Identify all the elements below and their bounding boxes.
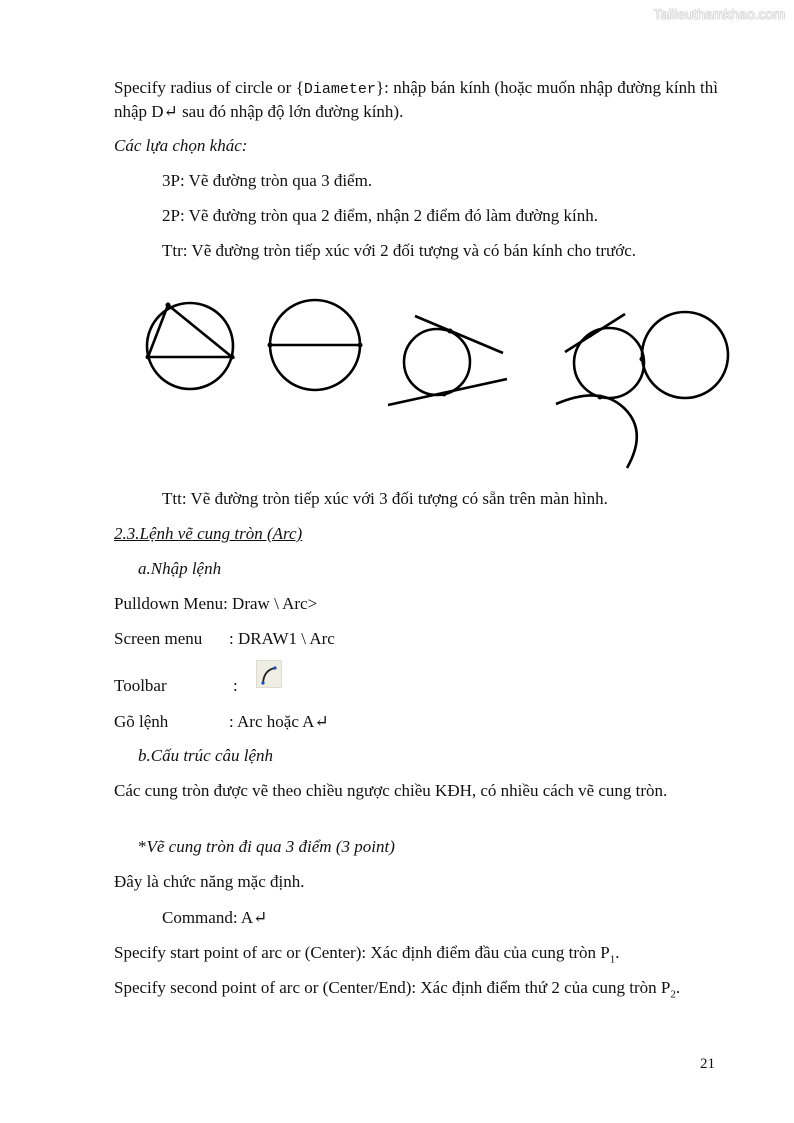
option-2p: 2P: Vẽ đường tròn qua 2 điểm, nhận 2 điểm đó làm đường kính. bbox=[162, 206, 599, 225]
default-note: Đây là chức năng mặc định. bbox=[114, 872, 305, 891]
arc-intro: Các cung tròn được vẽ theo chiều ngược chiều KĐH, có nhiều cách vẽ cung tròn. bbox=[114, 781, 668, 800]
start-point-end: . bbox=[615, 943, 620, 962]
screen-menu-value: : DRAW1 \ Arc bbox=[229, 629, 335, 648]
circle-2p-diagram bbox=[270, 300, 360, 390]
triangle-3p bbox=[148, 305, 232, 357]
circle-methods-figure bbox=[130, 290, 740, 475]
circle-ttr bbox=[404, 329, 470, 395]
arc-tool-button[interactable] bbox=[256, 660, 282, 688]
circle-ttt-diagram bbox=[556, 312, 728, 468]
command-value: : Arc hoặc A↵ bbox=[229, 712, 329, 731]
tangent-line-ttt bbox=[565, 314, 625, 352]
option-ttt: Ttt: Vẽ đường tròn tiếp xúc với 3 đối tượng có sẵn trên màn hình. bbox=[162, 489, 608, 508]
start-point-line bbox=[114, 942, 718, 970]
toolbar-label: Toolbar bbox=[114, 676, 167, 695]
arc-icon bbox=[257, 661, 281, 687]
circle-3p-diagram bbox=[147, 303, 233, 389]
subsection-a: a.Nhập lệnh bbox=[138, 559, 222, 578]
pulldown-menu-line: Pulldown Menu: Draw \ Arc> bbox=[114, 594, 318, 613]
command-example: Command: A↵ bbox=[162, 908, 268, 927]
option-3p: 3P: Vẽ đường tròn qua 3 điểm. bbox=[162, 171, 373, 190]
command-label: Gõ lệnh bbox=[114, 712, 169, 731]
second-point-text: Specify second point of arc or (Center/End): Xác định điểm thứ 2 của cung tròn P bbox=[114, 978, 671, 997]
radius-text-c: }: nhập bán kính (hoặc muốn nhập đường kính thì nhập D↵ sau đó nhập độ lớn đường kính). bbox=[114, 78, 719, 121]
option-ttr: Ttr: Vẽ đường tròn tiếp xúc với 2 đối tượng và có bán kính cho trước. bbox=[162, 241, 637, 260]
second-point-line bbox=[114, 977, 718, 1005]
three-point-heading bbox=[138, 836, 718, 857]
second-point-end: . bbox=[675, 978, 681, 997]
second-point-sub: 2 bbox=[670, 988, 676, 1001]
radius-paragraph bbox=[114, 77, 718, 123]
subsection-b: b.Cấu trúc câu lệnh bbox=[138, 746, 274, 765]
watermark: Tailieuthamkhao.com bbox=[653, 6, 785, 22]
three-point-text: Vẽ cung tròn đi qua 3 điểm (3 point) bbox=[146, 837, 395, 856]
circle-ttt-large bbox=[642, 312, 728, 398]
screen-menu-label: Screen menu bbox=[114, 629, 203, 648]
arc-curve-ttt bbox=[556, 395, 637, 468]
options-title: Các lựa chọn khác: bbox=[114, 136, 248, 155]
circle-ttr-diagram bbox=[388, 316, 507, 405]
page-number: 21 bbox=[700, 1056, 715, 1072]
diameter-keyword: Diameter bbox=[303, 81, 376, 98]
start-point-text: Specify start point of arc or (Center): Xác định điểm đầu của cung tròn P bbox=[114, 943, 610, 962]
section-title: 2.3.Lệnh vẽ cung tròn (Arc) bbox=[114, 524, 303, 543]
radius-text-a: Specify radius of circle or { bbox=[114, 78, 304, 97]
tangent-line-bottom bbox=[388, 379, 507, 405]
toolbar-colon: : bbox=[233, 676, 238, 695]
start-point-sub: 1 bbox=[609, 953, 616, 966]
three-point-star: * bbox=[138, 837, 147, 856]
tangent-line-top bbox=[415, 316, 503, 353]
